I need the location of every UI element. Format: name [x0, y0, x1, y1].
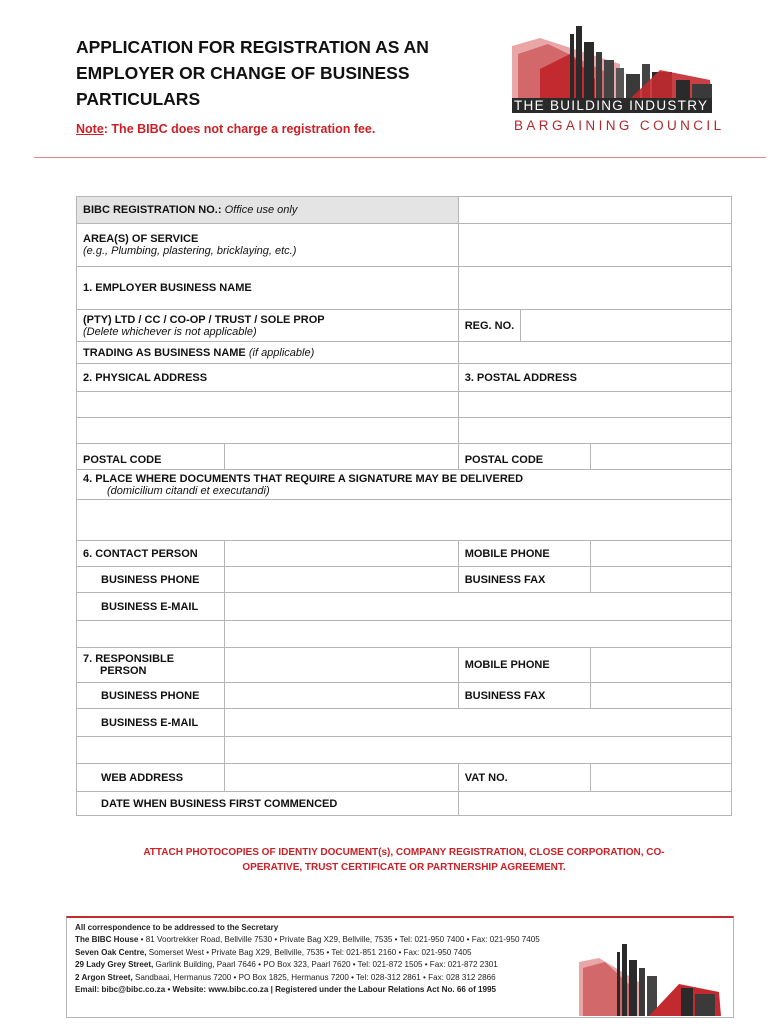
document-title — [76, 34, 496, 112]
signature-place-label: 4. PLACE WHERE DOCUMENTS THAT REQUIRE A SIGNATURE MAY BE DELIVERED — [83, 472, 524, 485]
form-row — [77, 709, 732, 737]
form-row — [77, 648, 732, 683]
form-row — [77, 310, 732, 342]
footer-intro: All correspondence to be addressed to the Secretary — [75, 923, 279, 932]
entity-type-hint: (Delete whichever is not applicable) — [83, 325, 257, 338]
mobile-phone-2-cell — [458, 648, 731, 683]
business-fax-2-cell — [458, 683, 731, 709]
form-row — [77, 342, 732, 364]
trading-as-label: TRADING AS BUSINESS NAME — [83, 346, 246, 359]
signature-place-cell — [77, 470, 732, 500]
form-row — [77, 418, 732, 444]
footer-line-4-bold: 2 Argon Street, — [75, 972, 133, 982]
footer-line-3-bold: 29 Lady Grey Street, — [75, 960, 154, 970]
business-fax-cell — [458, 567, 731, 593]
postal-postal-code-label: POSTAL CODE — [459, 444, 591, 469]
attach-note-line-1: ATTACH PHOTOCOPIES OF IDENTIY DOCUMENT(s), COMPANY REGISTRATION, CLOSE CORPORATION, CO- — [143, 847, 665, 858]
registration-form — [76, 196, 732, 816]
vat-no-label: VAT NO. — [459, 764, 591, 791]
form-row — [77, 567, 732, 593]
form-row — [77, 764, 732, 792]
form-row — [77, 792, 732, 816]
mobile-phone-cell — [458, 541, 731, 567]
postal-address-line-1[interactable] — [458, 392, 731, 418]
footer-line-1-bold: The BIBC House — [75, 935, 139, 945]
attach-documents-note — [76, 845, 732, 875]
physical-postal-code-field[interactable] — [225, 444, 459, 470]
footer-line-2-bold: Seven Oak Centre, — [75, 947, 147, 957]
responsible-person-label-line-2: PERSON — [100, 665, 147, 677]
form-row — [77, 444, 732, 470]
areas-hint: (e.g., Plumbing, plastering, bricklaying, etc.) — [83, 245, 297, 257]
logo-line-2: BARGAINING COUNCIL — [514, 118, 725, 133]
vat-no-field[interactable] — [591, 764, 731, 791]
form-row — [77, 541, 732, 567]
blank-cell-2[interactable] — [77, 737, 225, 764]
trading-as-field[interactable] — [458, 342, 731, 364]
commenced-label: DATE WHEN BUSINESS FIRST COMMENCED — [77, 792, 459, 816]
postal-address-label: 3. POSTAL ADDRESS — [458, 364, 731, 392]
entity-type-cell[interactable] — [77, 310, 459, 342]
skyline-logo-graphic — [500, 24, 725, 99]
commenced-field[interactable] — [458, 792, 731, 816]
footer-contact-box — [66, 916, 734, 1018]
mobile-phone-field-2[interactable] — [591, 648, 731, 682]
mobile-phone-label: MOBILE PHONE — [459, 541, 591, 566]
vat-no-cell — [458, 764, 731, 792]
title-line-1: APPLICATION FOR REGISTRATION AS AN — [76, 37, 429, 57]
business-fax-label-2: BUSINESS FAX — [459, 683, 591, 708]
signature-place-field[interactable] — [77, 500, 732, 541]
trading-as-label-cell — [77, 342, 459, 364]
business-email-field[interactable] — [225, 593, 732, 621]
business-email-field-2[interactable] — [225, 709, 732, 737]
business-phone-field-2[interactable] — [225, 683, 459, 709]
web-address-label: WEB ADDRESS — [77, 764, 225, 792]
physical-address-label: 2. PHYSICAL ADDRESS — [77, 364, 459, 392]
form-row — [77, 470, 732, 500]
form-row — [77, 683, 732, 709]
contact-person-label: 6. CONTACT PERSON — [77, 541, 225, 567]
signature-place-hint: (domicilium citandi et executandi) — [107, 484, 270, 497]
mobile-phone-label-2: MOBILE PHONE — [459, 648, 591, 682]
form-row — [77, 267, 732, 310]
areas-label-cell — [77, 224, 459, 267]
responsible-person-label — [77, 648, 225, 683]
footer-skyline-logo — [569, 922, 729, 1016]
physical-address-line-2[interactable] — [77, 418, 459, 444]
employer-name-label: 1. EMPLOYER BUSINESS NAME — [77, 267, 459, 310]
physical-postal-code-label: POSTAL CODE — [77, 444, 225, 470]
reg-no-label: REG. NO. — [458, 310, 521, 342]
business-phone-label-2: BUSINESS PHONE — [77, 683, 225, 709]
business-phone-label: BUSINESS PHONE — [77, 567, 225, 593]
bibc-reg-label: BIBC REGISTRATION NO.: — [83, 204, 222, 216]
bibc-logo — [500, 24, 725, 136]
attach-note-line-2: OPERATIVE, TRUST CERTIFICATE OR PARTNERSHIP AGREEMENT. — [242, 862, 566, 873]
business-email-label-2: BUSINESS E-MAIL — [77, 709, 225, 737]
form-row — [77, 621, 732, 648]
postal-address-line-2[interactable] — [458, 418, 731, 444]
logo-line-1: THE BUILDING INDUSTRY — [512, 99, 712, 113]
form-row — [77, 593, 732, 621]
form-row — [77, 224, 732, 267]
footer-line-4-rest: Sandbaai, Hermanus 7200 • PO Box 1825, Hermanus 7200 • Tel: 028-312 2861 • Fax: 028 312 2866 — [132, 972, 496, 982]
blank-row-field[interactable] — [225, 621, 732, 648]
employer-name-field[interactable] — [458, 267, 731, 310]
fee-note — [76, 122, 375, 136]
postal-code-cell — [458, 444, 731, 470]
business-fax-field[interactable] — [591, 567, 731, 592]
responsible-person-field[interactable] — [225, 648, 459, 683]
footer-line-3-rest: Garlink Building, Paarl 7646 • PO Box 323, Paarl 7620 • Tel: 021-872 1505 • Fax: 021-872 2301 — [153, 960, 498, 970]
blank-cell[interactable] — [77, 621, 225, 648]
web-address-field[interactable] — [225, 764, 459, 792]
physical-address-line-1[interactable] — [77, 392, 459, 418]
blank-row-field-2[interactable] — [225, 737, 732, 764]
form-row — [77, 737, 732, 764]
footer-line-5: Email: bibc@bibc.co.za • Website: www.bibc.co.za | Registered under the Labour Relations Act No. 66 of 1995 — [75, 985, 497, 995]
form-row — [77, 500, 732, 541]
form-row — [77, 197, 732, 224]
areas-label: AREA(S) OF SERVICE — [83, 233, 199, 245]
trading-as-hint: (if applicable) — [248, 346, 315, 359]
postal-postal-code-field[interactable] — [591, 444, 731, 469]
form-row — [77, 364, 732, 392]
bibc-reg-field[interactable] — [458, 197, 731, 224]
business-fax-label: BUSINESS FAX — [459, 567, 591, 592]
contact-person-field[interactable] — [225, 541, 459, 567]
title-line-2: EMPLOYER OR CHANGE OF BUSINESS — [76, 63, 410, 83]
mobile-phone-field[interactable] — [591, 541, 731, 566]
note-text: : The BIBC does not charge a registration fee. — [103, 122, 376, 136]
business-fax-field-2[interactable] — [591, 683, 731, 708]
entity-type-label: (PTY) LTD / CC / CO-OP / TRUST / SOLE PROP — [83, 313, 325, 326]
header-divider — [34, 157, 766, 158]
business-email-label: BUSINESS E-MAIL — [77, 593, 225, 621]
bibc-reg-label-cell — [77, 197, 459, 224]
responsible-person-label-line-1: 7. RESPONSIBLE — [83, 653, 175, 665]
reg-no-field[interactable] — [521, 310, 732, 342]
business-phone-field[interactable] — [225, 567, 459, 593]
form-row — [77, 392, 732, 418]
bibc-reg-note: Office use only — [224, 204, 298, 216]
footer-line-1-rest: • 81 Voortrekker Road, Bellville 7530 • Private Bag X29, Bellville, 7535 • Tel: 021-950 7400 • Fax: 021-950 7405 — [138, 935, 540, 945]
areas-field[interactable] — [458, 224, 731, 267]
title-line-3: PARTICULARS — [76, 89, 201, 109]
note-label: Note — [76, 122, 104, 136]
footer-line-2-rest: Somerset West • Private Bag X29, Bellville, 7535 • Tel: 021-851 2160 • Fax: 021-950 7405 — [146, 947, 472, 957]
